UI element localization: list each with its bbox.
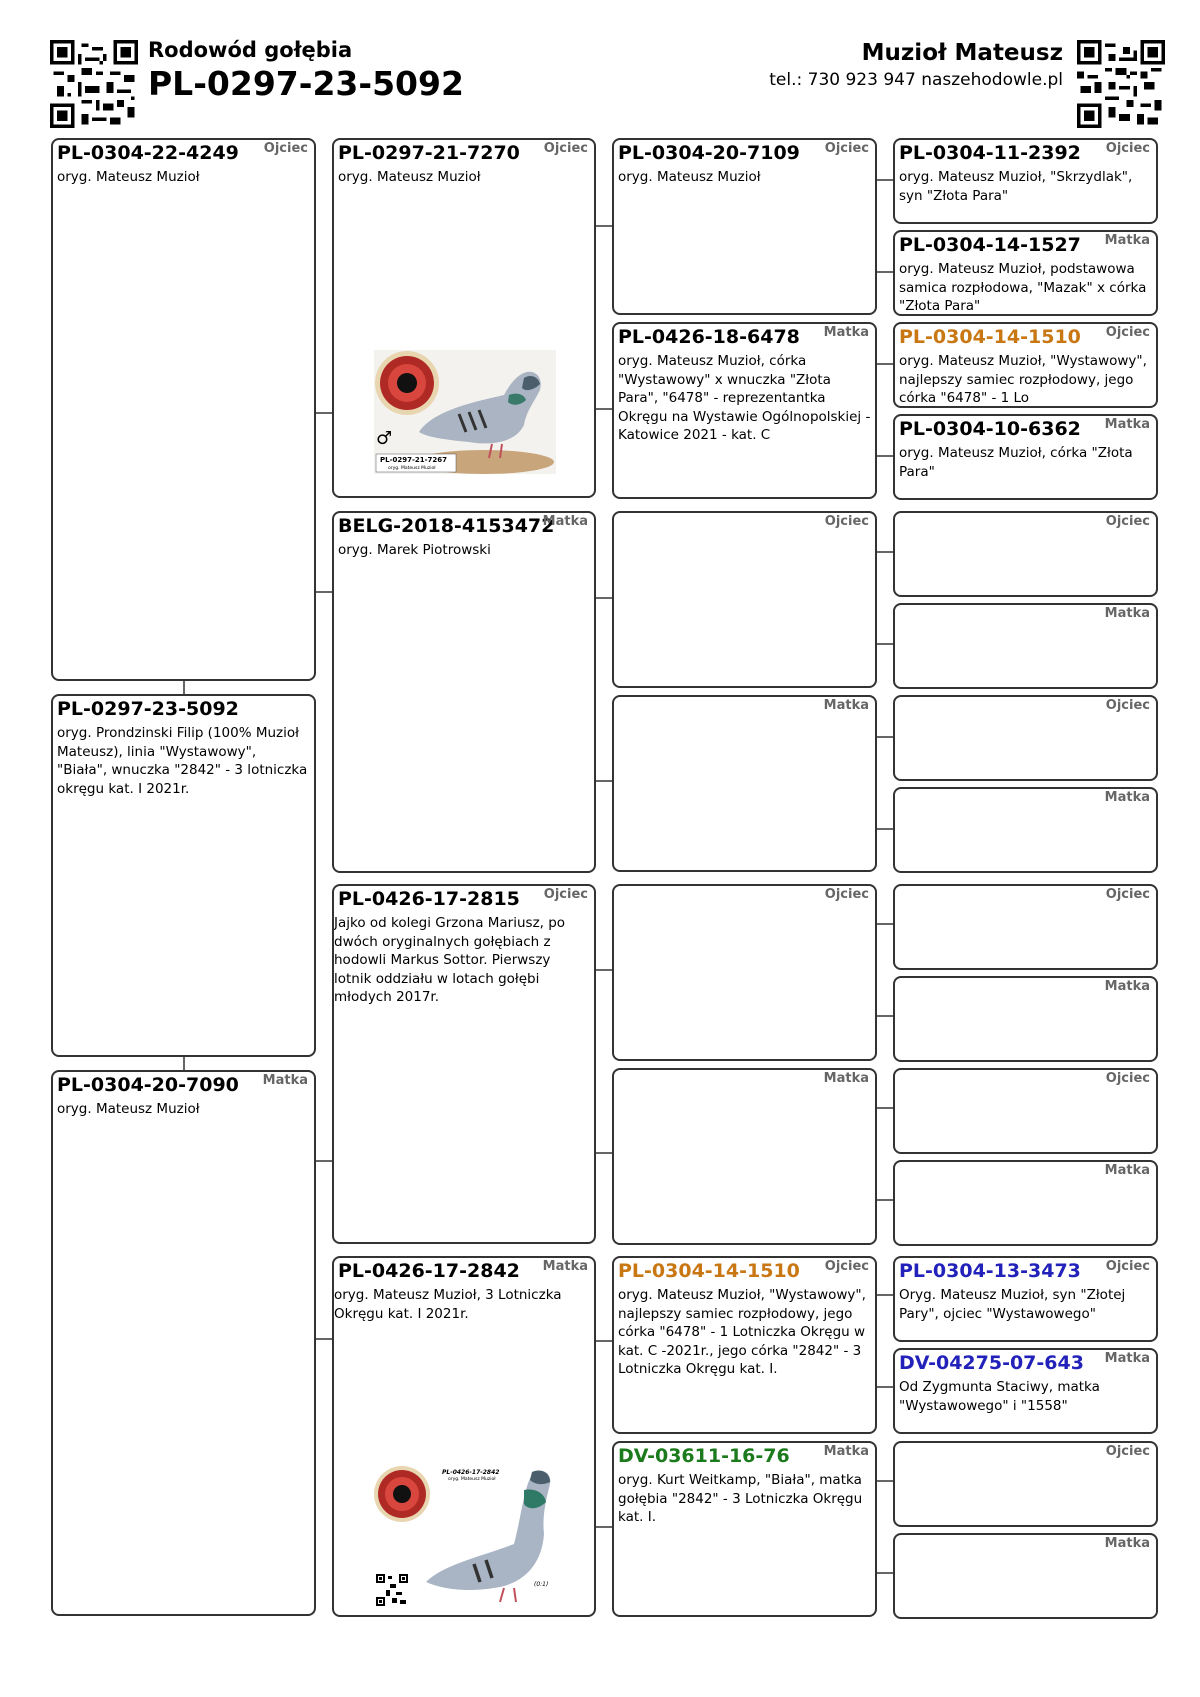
- role-label: Matka: [1104, 979, 1150, 994]
- ring-number: PL-0426-17-2815: [338, 888, 520, 910]
- pedigree-card-mmfm[interactable]: [893, 1348, 1158, 1434]
- role-label: Matka: [542, 514, 588, 529]
- ring-number: PL-0304-22-4249: [57, 142, 239, 164]
- ring-number: PL-0304-11-2392: [899, 142, 1081, 164]
- role-label: Ojciec: [1105, 514, 1150, 529]
- role-label: Matka: [1104, 606, 1150, 621]
- pedigree-card-mmm[interactable]: [612, 1441, 877, 1617]
- card-description: oryg. Mateusz Muzioł, córka "Wystawowy" x wnuczka "Złota Para", "6478" - reprezentantka Okręgu na Wystawie Ogólnopolskiej - Katowice 2021 - kat. C: [618, 353, 871, 443]
- role-label: Matka: [823, 698, 869, 713]
- card-description: oryg. Mateusz Muzioł, "Skrzydlak", syn "Złota Para": [899, 169, 1133, 204]
- pedigree-card-subject[interactable]: [51, 694, 316, 1057]
- role-label: Ojciec: [1105, 887, 1150, 902]
- pedigree-card-ff[interactable]: [332, 138, 596, 498]
- pedigree-card-fmf[interactable]: [612, 511, 877, 688]
- role-label: Matka: [1104, 417, 1150, 432]
- ring-number: PL-0426-17-2842: [338, 1260, 520, 1282]
- role-label: Matka: [823, 1444, 869, 1459]
- role-label: Ojciec: [1105, 1071, 1150, 1086]
- role-label: Ojciec: [1105, 1259, 1150, 1274]
- ring-number: PL-0426-18-6478: [618, 326, 800, 348]
- card-description: oryg. Marek Piotrowski: [338, 542, 491, 558]
- card-description: oryg. Mateusz Muzioł: [57, 1101, 200, 1117]
- photo-subcaption: oryg. Mateusz Muzioł: [388, 466, 436, 471]
- card-description: Od Zygmunta Staciwy, matka "Wystawowego" i "1558": [899, 1379, 1100, 1414]
- role-label: Matka: [1104, 233, 1150, 248]
- pedigree-card-ffff[interactable]: [893, 138, 1158, 224]
- role-label: Ojciec: [824, 141, 869, 156]
- pedigree-card-mmmf[interactable]: [893, 1441, 1158, 1527]
- card-description: Oryg. Mateusz Muzioł, syn "Złotej Pary", ojciec "Wystawowego": [899, 1287, 1126, 1322]
- ring-number: DV-03611-16-76: [618, 1445, 790, 1467]
- ring-number: PL-0304-20-7109: [618, 142, 800, 164]
- role-label: Matka: [1104, 1163, 1150, 1178]
- ring-number: PL-0297-23-5092: [57, 698, 239, 720]
- pedigree-card-fff[interactable]: [612, 138, 877, 315]
- pedigree-card-mfmf[interactable]: [893, 1068, 1158, 1154]
- card-description: oryg. Mateusz Muzioł, "Wystawowy", najlepszy samiec rozpłodowy, jego córka "6478" - 1 Lotniczka Okręgu w kat. C -2021r., jego córka "2842" - 3 Lotniczka Okręgu kat. I.: [618, 1287, 866, 1377]
- card-description: oryg. Mateusz Muzioł, córka "Złota Para": [899, 445, 1133, 480]
- card-description: oryg. Mateusz Muzioł: [338, 169, 481, 185]
- pedigree-card-fffm[interactable]: [893, 230, 1158, 316]
- role-label: Ojciec: [1105, 698, 1150, 713]
- role-label: Matka: [1104, 1536, 1150, 1551]
- pedigree-card-fm[interactable]: [332, 511, 596, 873]
- pedigree-card-mf[interactable]: [332, 884, 596, 1244]
- ring-number: PL-0304-14-1510: [899, 326, 1081, 348]
- card-description: oryg. Mateusz Muzioł: [57, 169, 200, 185]
- male-symbol-icon: ♂: [376, 428, 393, 449]
- breeder-contact: tel.: 730 923 947 naszehodowle.pl: [769, 70, 1063, 90]
- pedigree-card-father[interactable]: [51, 138, 316, 681]
- pedigree-card-fmm[interactable]: [612, 695, 877, 872]
- card-description: oryg. Mateusz Muzioł, podstawowa samica rozpłodowa, "Mazak" x córka "Złota Para": [899, 261, 1147, 314]
- pigeon-photo: [374, 1464, 564, 1608]
- photo-caption: PL-0426-17-2842: [442, 1469, 500, 1476]
- pedigree-card-mm[interactable]: [332, 1256, 596, 1617]
- pedigree-card-mother[interactable]: [51, 1070, 316, 1616]
- role-label: Ojciec: [543, 141, 588, 156]
- ring-number: PL-0297-21-7270: [338, 142, 520, 164]
- pigeon-photo: [374, 350, 556, 474]
- card-description: oryg. Kurt Weitkamp, "Biała", matka gołębia "2842" - 3 Lotniczka Okręgu kat. I.: [618, 1472, 863, 1525]
- card-description: oryg. Mateusz Muzioł, "Wystawowy", najlepszy samiec rozpłodowy, jego córka "6478" - 1 Lo: [899, 353, 1147, 406]
- ring-number: PL-0304-13-3473: [899, 1260, 1081, 1282]
- role-label: Matka: [542, 1259, 588, 1274]
- pedigree-card-fmff[interactable]: [893, 511, 1158, 597]
- pedigree-card-mmff[interactable]: [893, 1256, 1158, 1342]
- pedigree-card-mff[interactable]: [612, 884, 877, 1061]
- pedigree-card-ffm[interactable]: [612, 322, 877, 499]
- main-ring-number: PL-0297-23-5092: [148, 64, 464, 103]
- photo-subcaption: oryg. Mateusz Muzioł: [448, 1477, 496, 1482]
- role-label: Ojciec: [824, 887, 869, 902]
- role-label: Ojciec: [1105, 141, 1150, 156]
- role-label: Matka: [823, 1071, 869, 1086]
- document-title: Rodowód gołębia: [148, 38, 353, 62]
- role-label: Matka: [1104, 1351, 1150, 1366]
- role-label: Ojciec: [1105, 325, 1150, 340]
- card-description: oryg. Mateusz Muzioł, 3 Lotniczka Okręgu kat. I 2021r.: [334, 1287, 562, 1322]
- pedigree-card-ffmf[interactable]: [893, 322, 1158, 408]
- card-description: oryg. Prondzinski Filip (100% Muzioł Mateusz), linia "Wystawowy", "Biała", wnuczka "2842" - 3 lotniczka okręgu kat. I 2021r.: [57, 725, 308, 797]
- ring-number: PL-0304-20-7090: [57, 1074, 239, 1096]
- ring-number: PL-0304-14-1510: [618, 1260, 800, 1282]
- pedigree-card-mmmm[interactable]: [893, 1533, 1158, 1619]
- pedigree-card-fmmm[interactable]: [893, 787, 1158, 873]
- ring-number: BELG-2018-4153472: [338, 515, 555, 537]
- role-label: Ojciec: [543, 887, 588, 902]
- role-label: Ojciec: [824, 514, 869, 529]
- qr-code-icon: [376, 1574, 408, 1606]
- pedigree-card-fmfm[interactable]: [893, 603, 1158, 689]
- photo-code: (0:1): [534, 1581, 549, 1588]
- breeder-name: Muzioł Mateusz: [861, 40, 1063, 66]
- pedigree-card-mfm[interactable]: [612, 1068, 877, 1245]
- ring-number: PL-0304-14-1527: [899, 234, 1081, 256]
- role-label: Matka: [262, 1073, 308, 1088]
- role-label: Ojciec: [824, 1259, 869, 1274]
- ring-number: DV-04275-07-643: [899, 1352, 1084, 1374]
- pedigree-card-ffmm[interactable]: [893, 414, 1158, 500]
- pedigree-card-fmmf[interactable]: [893, 695, 1158, 781]
- role-label: Matka: [1104, 790, 1150, 805]
- pedigree-card-mfmm[interactable]: [893, 1160, 1158, 1246]
- photo-caption: PL-0297-21-7267: [380, 456, 448, 464]
- role-label: Ojciec: [263, 141, 308, 156]
- card-description: oryg. Mateusz Muzioł: [618, 169, 761, 185]
- pedigree-card-mmf[interactable]: [612, 1256, 877, 1434]
- pedigree-card-mffm[interactable]: [893, 976, 1158, 1062]
- pedigree-card-mfff[interactable]: [893, 884, 1158, 970]
- card-description: Jajko od kolegi Grzona Mariusz, po dwóch oryginalnych gołębiach z hodowli Markus Sottor. Pierwszy lotnik oddziału w lotach gołębi młodych 2017r.: [334, 915, 566, 1005]
- role-label: Matka: [823, 325, 869, 340]
- role-label: Ojciec: [1105, 1444, 1150, 1459]
- ring-number: PL-0304-10-6362: [899, 418, 1081, 440]
